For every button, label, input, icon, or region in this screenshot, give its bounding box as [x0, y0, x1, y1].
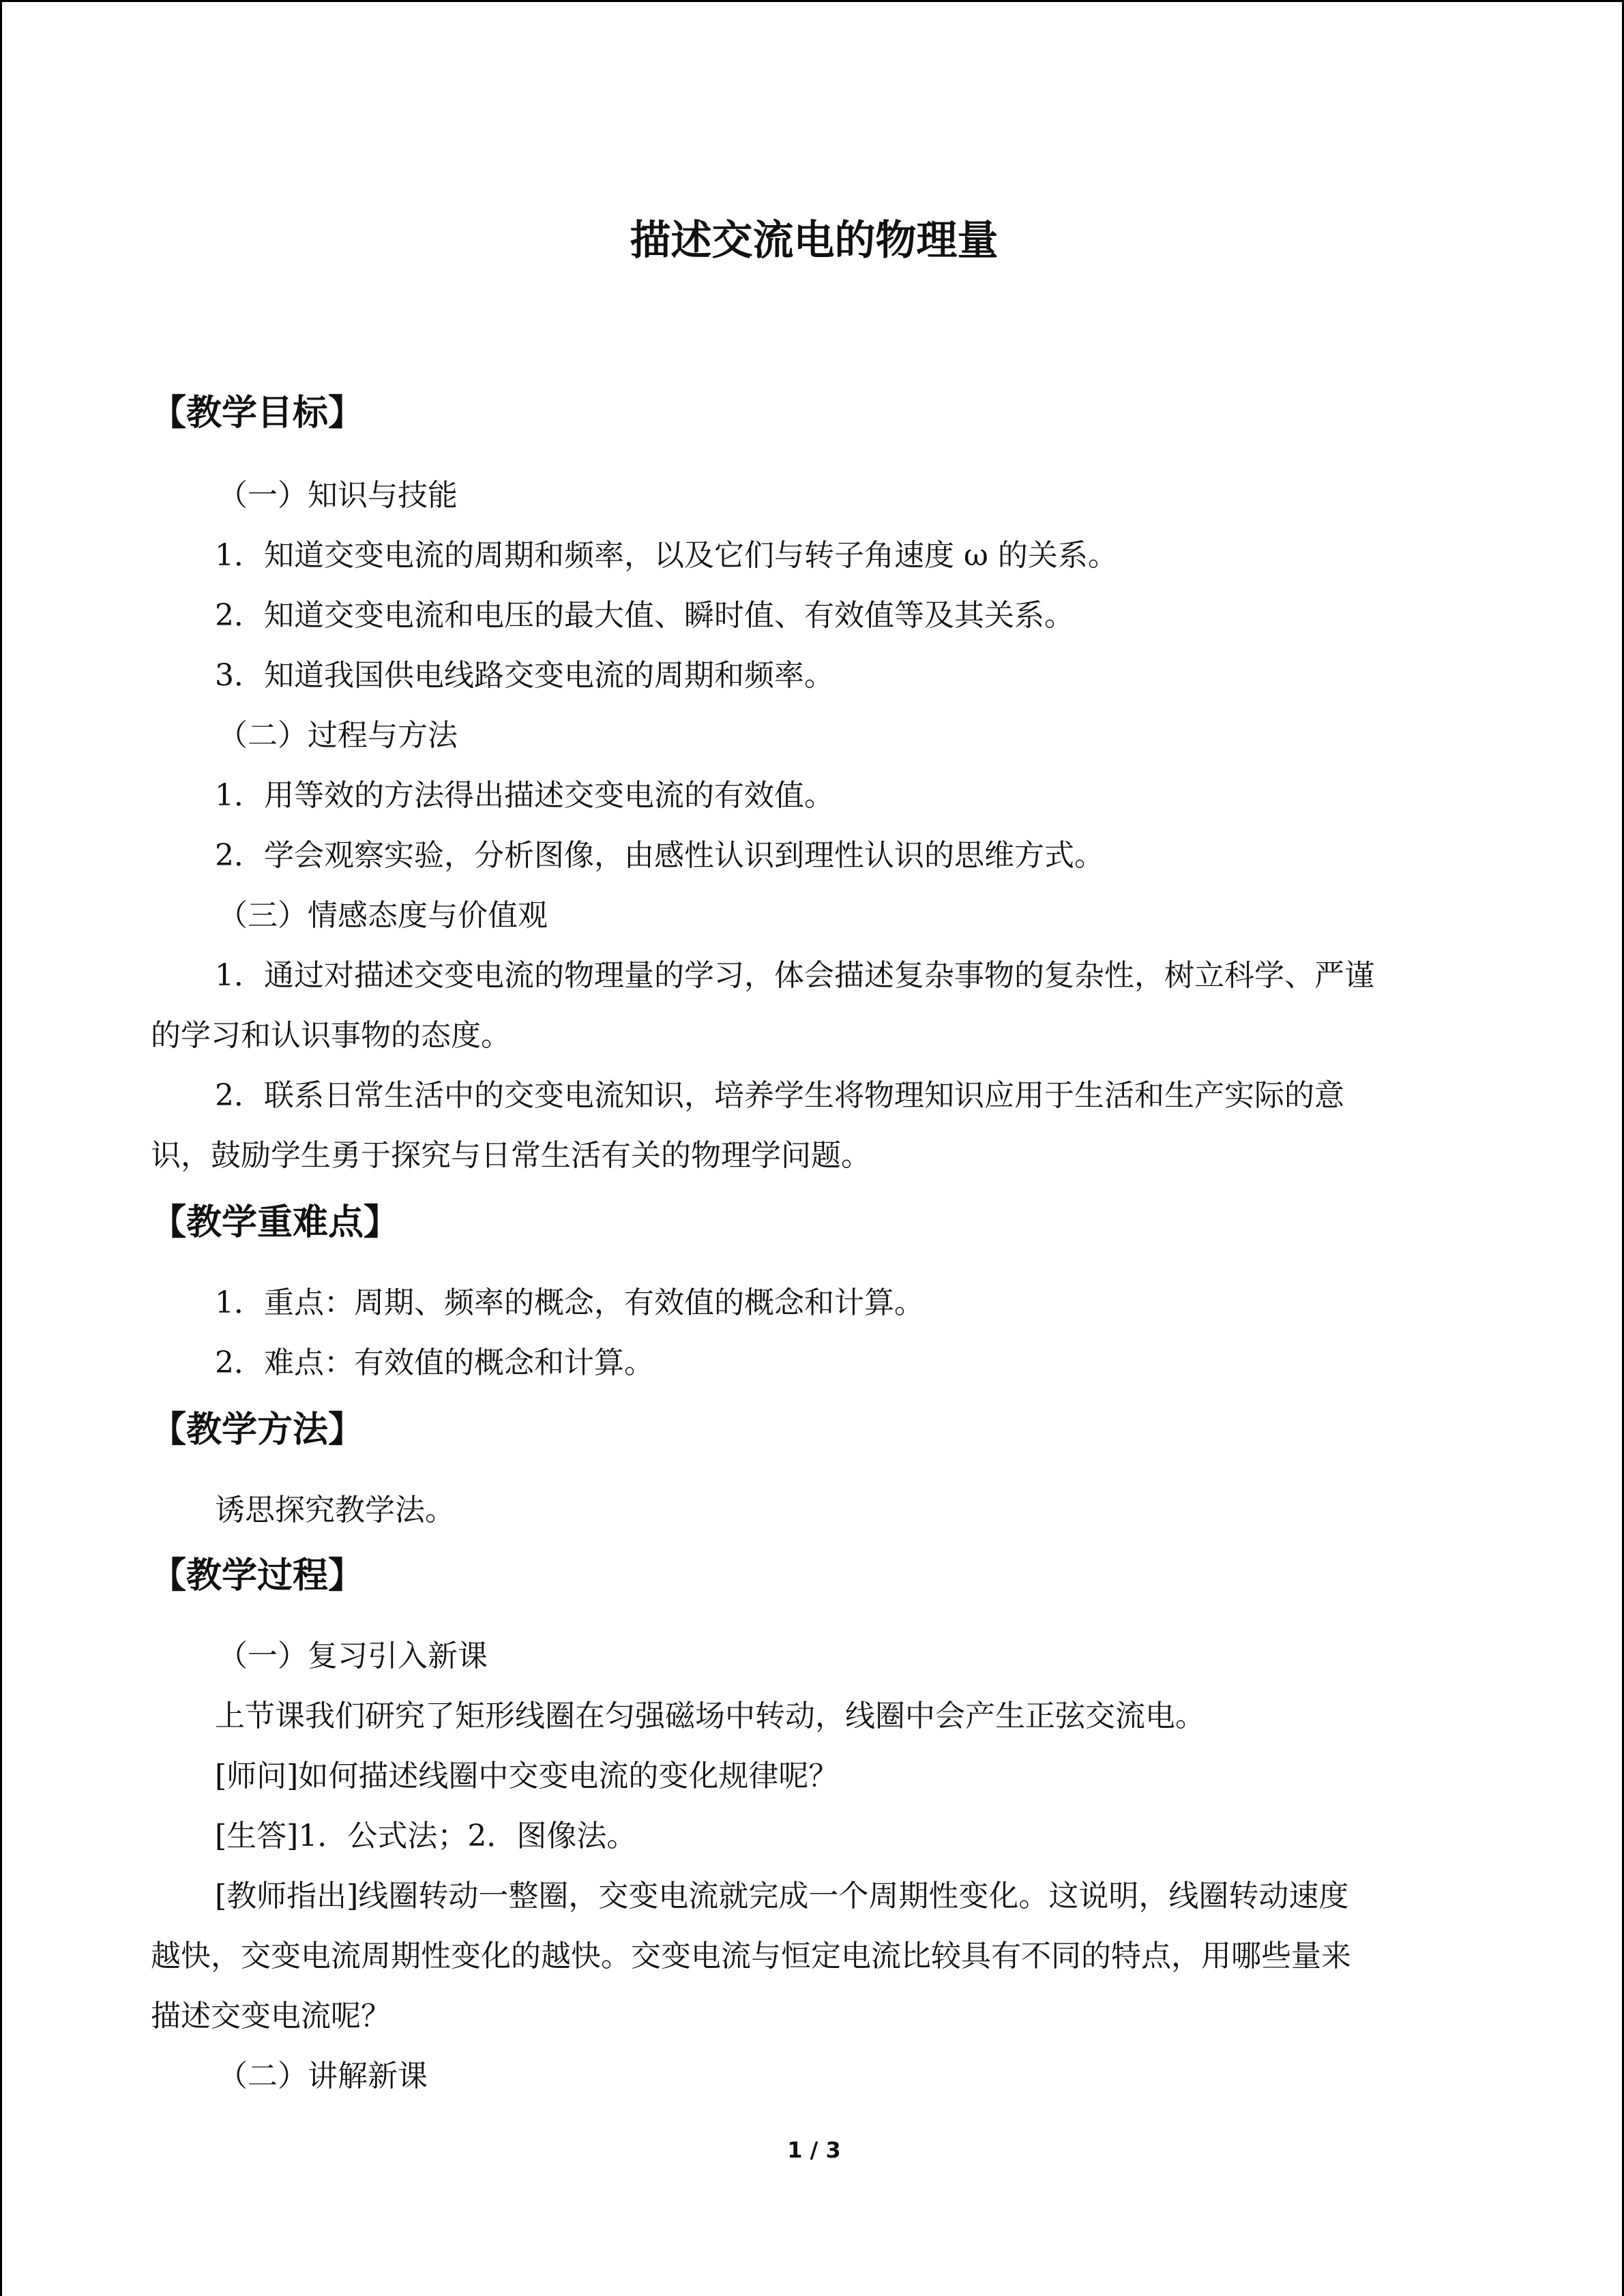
key-point-item: 1．重点：周期、频率的概念，有效值的概念和计算。	[215, 1285, 924, 1320]
methods-text: 诱思探究教学法。	[215, 1493, 455, 1527]
process-part2-title: （二）讲解新课	[218, 2059, 428, 2093]
objectives-part1-item: 1．知道交变电流的周期和频率，以及它们与转子角速度 ω 的关系。	[215, 538, 1118, 573]
objectives-heading: 【教学目标】	[151, 393, 364, 434]
process-line: 上节课我们研究了矩形线圈在匀强磁场中转动，线圈中会产生正弦交流电。	[215, 1699, 1205, 1733]
methods-heading: 【教学方法】	[151, 1410, 364, 1450]
process-teacher-line1: [教师指出]线圈转动一整圈，交变电流就完成一个周期性变化。这说明，线圈转动速度	[215, 1879, 1349, 1913]
document-title: 描述交流电的物理量	[630, 217, 999, 265]
process-line: [生答]1．公式法；2．图像法。	[215, 1819, 637, 1853]
process-heading: 【教学过程】	[151, 1555, 364, 1596]
key-point-item: 2．难点：有效值的概念和计算。	[215, 1345, 654, 1380]
key-points-heading: 【教学重难点】	[151, 1202, 400, 1243]
objectives-part3-title: （三）情感态度与价值观	[218, 898, 548, 933]
process-part1-title: （一）复习引入新课	[218, 1639, 488, 1673]
objectives-part3-item1-line1: 1．通过对描述交变电流的物理量的学习，体会描述复杂事物的复杂性，树立科学、严谨	[215, 958, 1374, 993]
objectives-part3-item2-line2: 识，鼓励学生勇于探究与日常生活有关的物理学问题。	[151, 1138, 871, 1173]
objectives-part2-title: （二）过程与方法	[218, 718, 458, 753]
process-teacher-line3: 描述交变电流呢？	[151, 1999, 391, 2033]
objectives-part3-item2-line1: 2．联系日常生活中的交变电流知识，培养学生将物理知识应用于生活和生产实际的意	[215, 1078, 1344, 1113]
objectives-part2-item: 1．用等效的方法得出描述交变电流的有效值。	[215, 778, 834, 813]
objectives-part2-item: 2．学会观察实验，分析图像，由感性认识到理性认识的思维方式。	[215, 838, 1104, 873]
objectives-part1-title: （一）知识与技能	[218, 478, 458, 513]
process-teacher-line2: 越快，交变电流周期性变化的越快。交变电流与恒定电流比较具有不同的特点，用哪些量来	[151, 1939, 1351, 1973]
objectives-part1-item: 2．知道交变电流和电压的最大值、瞬时值、有效值等及其关系。	[215, 598, 1074, 633]
page-number: 1 / 3	[787, 2137, 841, 2163]
process-line: [师问]如何描述线圈中交变电流的变化规律呢？	[215, 1759, 839, 1793]
objectives-part1-item: 3．知道我国供电线路交变电流的周期和频率。	[215, 658, 834, 693]
objectives-part3-item1-line2: 的学习和认识事物的态度。	[151, 1018, 511, 1053]
